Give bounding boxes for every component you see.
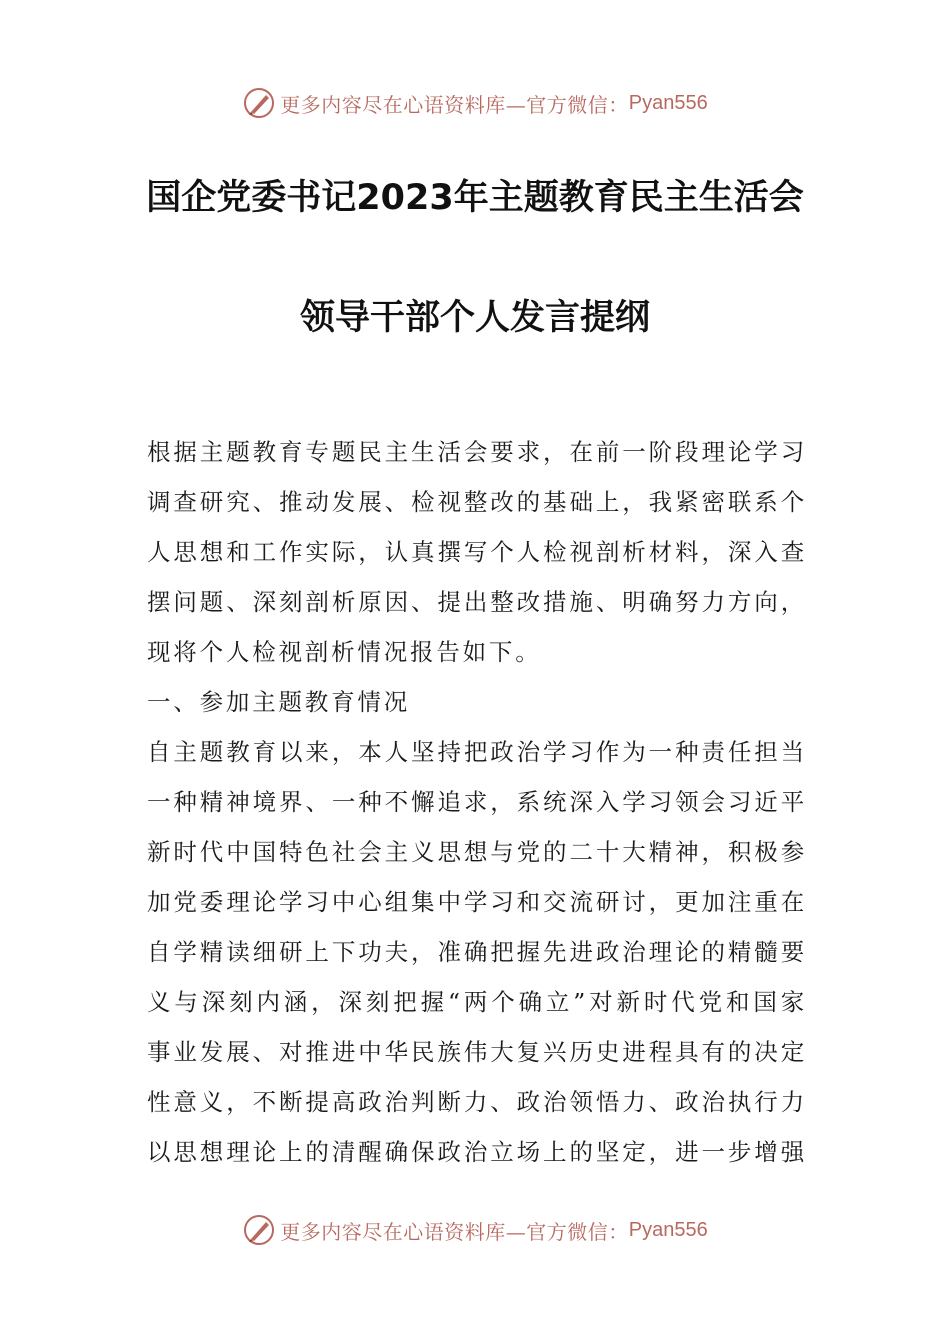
footer-watermark [0, 1210, 950, 1250]
document-title-line-2: 领导干部个人发言提纲 [299, 298, 650, 338]
body-line: 一种精神境界、一种不懈追求，系统深入学习领会习近平 [147, 788, 807, 816]
body-line: 义与深刻内涵，深刻把握“两个确立”对新时代党和国家 [147, 988, 807, 1016]
body-line: 人思想和工作实际，认真撰写个人检视剖析材料，深入查 [147, 538, 807, 566]
body-line: 调查研究、推动发展、检视整改的基础上，我紧密联系个 [147, 488, 807, 516]
section-heading: 一、参加主题教育情况 [147, 688, 410, 716]
pen-logo-icon [242, 86, 276, 120]
body-text [147, 427, 807, 1177]
body-line: 根据主题教育专题民主生活会要求，在前一阶段理论学习 [147, 438, 807, 466]
body-line: 自主题教育以来，本人坚持把政治学习作为一种责任担当 [147, 738, 807, 766]
watermark-wechat-id: Pyan556 [628, 1218, 708, 1241]
body-line: 事业发展、对推进中华民族伟大复兴历史进程具有的决定 [147, 1038, 807, 1066]
body-line: 新时代中国特色社会主义思想与党的二十大精神，积极参 [147, 838, 807, 866]
watermark-wechat-id: Pyan556 [628, 91, 708, 114]
body-line: 摆问题、深刻剖析原因、提出整改措施、明确努力方向， [147, 588, 807, 616]
body-line: 自学精读细研上下功夫，准确把握先进政治理论的精髓要 [147, 938, 807, 966]
header-watermark [0, 83, 950, 123]
body-line: 加党委理论学习中心组集中学习和交流研讨，更加注重在 [147, 888, 807, 916]
watermark-text: 更多内容尽在心语资料库—官方微信： [280, 1219, 629, 1244]
document-title-line-1: 国企党委书记2023年主题教育民主生活会 [146, 178, 804, 218]
pen-logo-icon [242, 1213, 276, 1247]
body-line: 以思想理论上的清醒确保政治立场上的坚定，进一步增强 [147, 1138, 807, 1166]
watermark-text: 更多内容尽在心语资料库—官方微信： [280, 92, 629, 117]
body-line: 性意义，不断提高政治判断力、政治领悟力、政治执行力 [147, 1088, 807, 1116]
body-line: 现将个人检视剖析情况报告如下。 [147, 638, 542, 666]
